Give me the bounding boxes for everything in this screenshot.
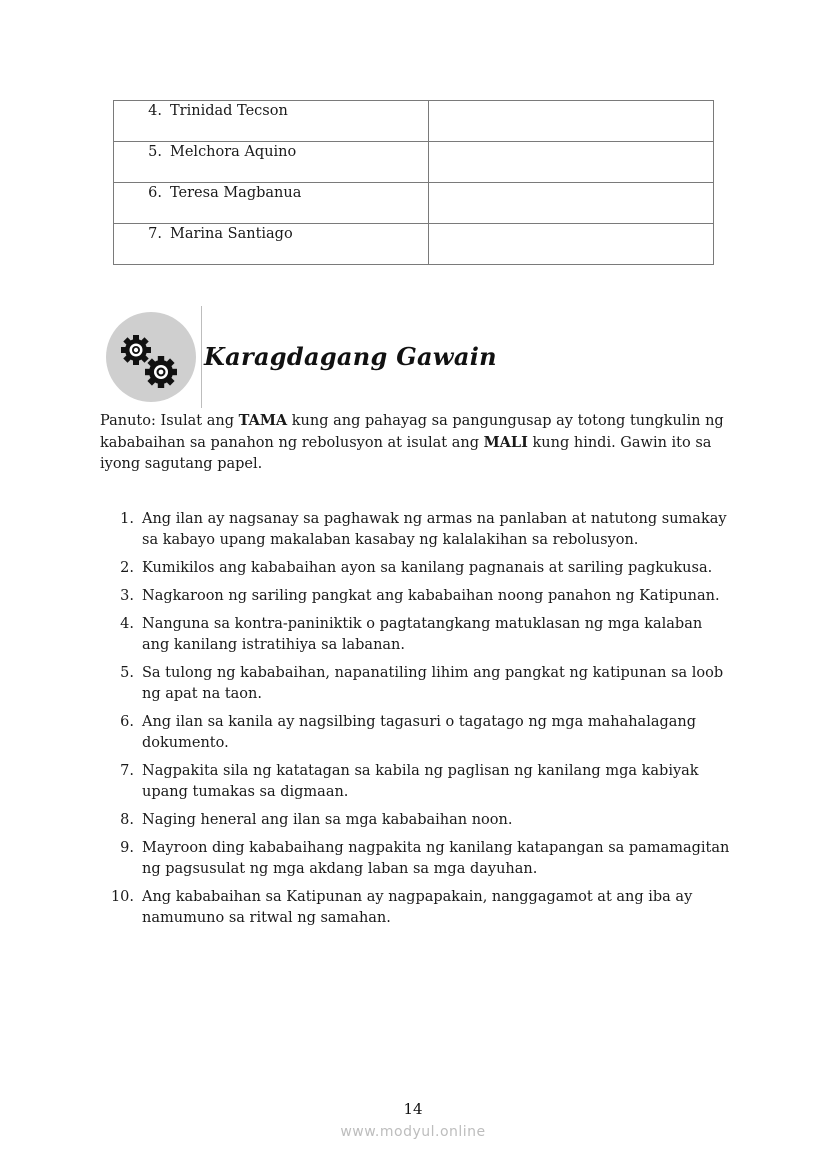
instructions-label: Panuto: (100, 413, 156, 429)
list-item (100, 712, 732, 754)
row-name: Melchora Aquino (170, 144, 297, 160)
item-number: 5. (120, 665, 134, 681)
item-text: Ang kababaihan sa Katipunan ay nagpapakain, nanggagamot at ang iba ay namumuno sa ritwal ng samahan. (142, 889, 693, 926)
list-item (100, 509, 732, 551)
page-number: 14 (403, 1100, 423, 1118)
item-text: Ang ilan sa kanila ay nagsilbing tagasuri o tagatago ng mga mahahalagang dokumento. (142, 714, 697, 751)
instructions (100, 410, 730, 475)
answer-cell[interactable] (429, 183, 714, 224)
item-text: Kumikilos ang kababaihan ayon sa kanilang pagnanais at sariling pagkukusa. (142, 560, 713, 576)
table-row (114, 101, 714, 142)
item-text: Sa tulong ng kababaihan, napanatiling lihim ang pangkat ng katipunan sa loob ng apat na taon. (142, 665, 724, 702)
answer-cell[interactable] (429, 224, 714, 265)
instructions-tama: TAMA (238, 412, 288, 429)
table-row (114, 224, 714, 265)
header-divider (201, 306, 202, 408)
watermark: www.modyul.online (340, 1124, 486, 1140)
name-cell (114, 101, 429, 142)
item-number: 7. (120, 763, 134, 779)
item-number: 9. (120, 840, 134, 856)
answer-cell[interactable] (429, 101, 714, 142)
section-title: Karagdagang Gawain (204, 342, 497, 371)
item-number: 8. (120, 812, 134, 828)
item-number: 10. (110, 889, 134, 905)
instructions-text: Isulat ang (155, 413, 239, 429)
item-text: Mayroon ding kababaihang nagpakita ng kanilang katapangan sa pamamagitan ng pagsusulat ng mga akdang laban sa mga dayuhan. (142, 840, 730, 877)
list-item (100, 614, 732, 656)
name-cell (114, 142, 429, 183)
item-number: 4. (120, 616, 134, 632)
table-row (114, 183, 714, 224)
instructions-text: kung ang pahayag sa pangungusap ay totong tungkulin ng kababaihan sa panahon ng rebolusyon at isulat ang (100, 413, 724, 451)
item-number: 1. (120, 511, 134, 527)
item-text: Nagpakita sila ng katatagan sa kabila ng paglisan ng kanilang mga kabiyak upang tumakas sa digmaan. (142, 763, 699, 800)
gears-icon (106, 312, 196, 402)
item-text: Naging heneral ang ilan sa mga kababaihan noon. (142, 812, 513, 828)
list-item (100, 761, 732, 803)
answer-cell[interactable] (429, 142, 714, 183)
list-item (100, 887, 732, 929)
row-name: Teresa Magbanua (170, 185, 302, 201)
item-text: Nanguna sa kontra-paniniktik o pagtatangkang matuklasan ng mga kalaban ang kanilang istratihiya sa labanan. (142, 616, 703, 653)
list-item (100, 810, 732, 831)
list-item (100, 586, 732, 607)
row-number: 6. (148, 185, 162, 201)
name-cell (114, 183, 429, 224)
item-number: 2. (120, 560, 134, 576)
item-number: 6. (120, 714, 134, 730)
item-number: 3. (120, 588, 134, 604)
statements-list (100, 509, 732, 936)
row-number: 4. (148, 103, 162, 119)
instructions-mali: MALI (483, 434, 528, 451)
answer-table (113, 100, 714, 265)
item-text: Nagkaroon ng sariling pangkat ang kababaihan noong panahon ng Katipunan. (142, 588, 720, 604)
list-item (100, 558, 732, 579)
row-name: Marina Santiago (170, 226, 293, 242)
table-row (114, 142, 714, 183)
section-header (100, 306, 600, 410)
row-number: 7. (148, 226, 162, 242)
list-item (100, 838, 732, 880)
list-item (100, 663, 732, 705)
row-name: Trinidad Tecson (170, 103, 288, 119)
item-text: Ang ilan ay nagsanay sa paghawak ng armas na panlaban at natutong sumakay sa kabayo upang makalaban kasabay ng kalalakihan sa rebolusyon. (142, 511, 727, 548)
name-cell (114, 224, 429, 265)
instructions-text: kung hindi. Gawin ito sa iyong sagutang papel. (100, 435, 712, 472)
row-number: 5. (148, 144, 162, 160)
